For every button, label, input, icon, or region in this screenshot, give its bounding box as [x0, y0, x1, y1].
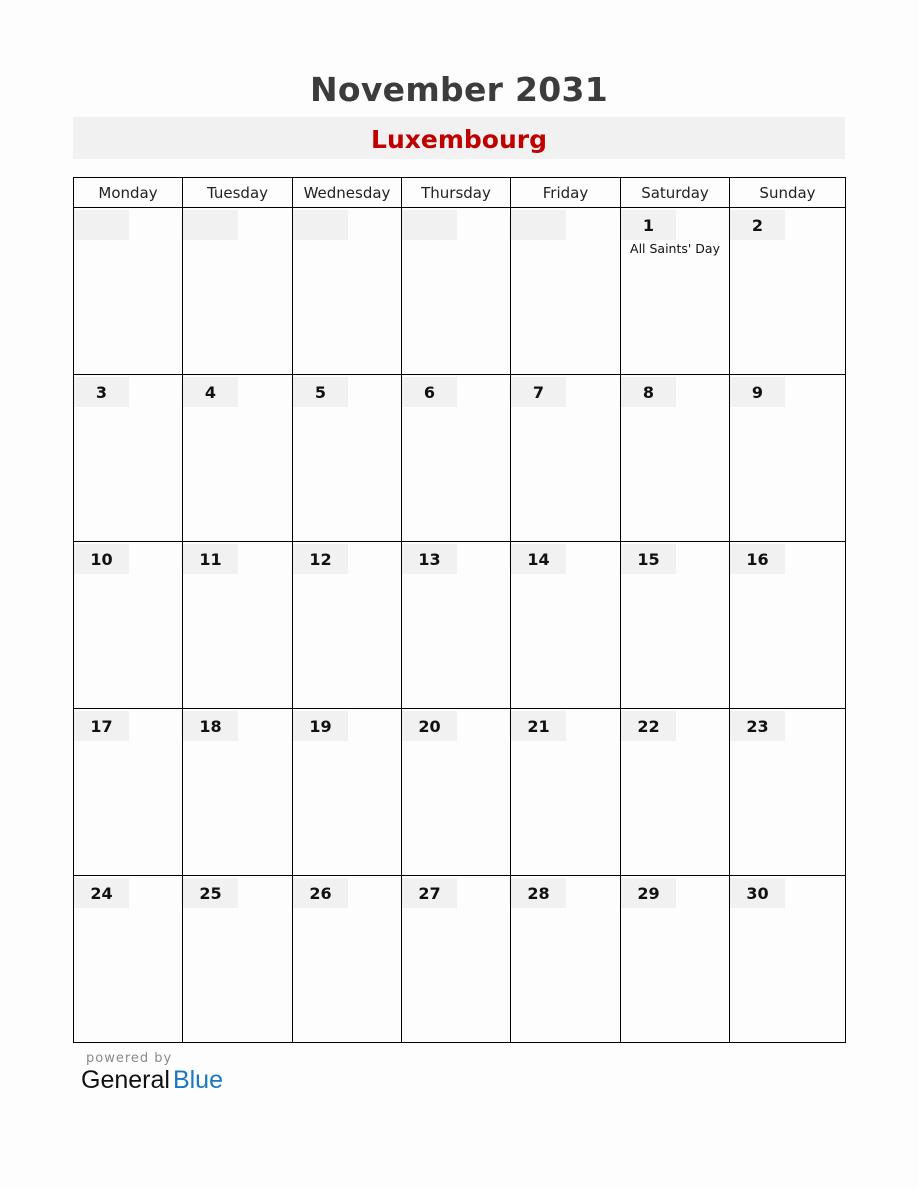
week-row: [74, 876, 846, 1043]
weekday-header: Saturday: [621, 178, 730, 208]
day-number: 29: [621, 878, 676, 908]
day-number: 28: [511, 878, 566, 908]
day-number: 14: [511, 544, 566, 574]
day-cell[interactable]: [730, 709, 846, 876]
day-number: 8: [621, 377, 676, 407]
weekday-header: Monday: [74, 178, 183, 208]
day-cell[interactable]: [293, 876, 402, 1043]
day-number: 27: [402, 878, 457, 908]
day-cell[interactable]: [183, 542, 293, 709]
powered-by-label: powered by: [86, 1051, 173, 1066]
day-number: 2: [730, 210, 785, 240]
weekday-header-row: [74, 178, 846, 208]
day-number: 17: [74, 711, 129, 741]
week-row: [74, 709, 846, 876]
day-number: 15: [621, 544, 676, 574]
day-number: 5: [293, 377, 348, 407]
day-cell[interactable]: [183, 709, 293, 876]
day-number: 26: [293, 878, 348, 908]
weekday-header: Wednesday: [293, 178, 402, 208]
day-number: 22: [621, 711, 676, 741]
calendar-title: November 2031: [309, 70, 609, 109]
day-cell[interactable]: [402, 208, 511, 375]
week-row: [74, 542, 846, 709]
day-cell[interactable]: [402, 542, 511, 709]
day-number: 19: [293, 711, 348, 741]
day-cell[interactable]: [293, 709, 402, 876]
day-cell[interactable]: [293, 208, 402, 375]
day-number: 10: [74, 544, 129, 574]
day-cell[interactable]: [511, 375, 621, 542]
day-number: [402, 210, 457, 240]
day-number: 25: [183, 878, 238, 908]
day-number: 11: [183, 544, 238, 574]
logo-blue: Blue: [172, 1066, 223, 1094]
day-cell[interactable]: [74, 375, 183, 542]
day-cell[interactable]: [74, 709, 183, 876]
day-number: 23: [730, 711, 785, 741]
day-number: 12: [293, 544, 348, 574]
day-number: 16: [730, 544, 785, 574]
day-cell[interactable]: [621, 709, 730, 876]
day-cell[interactable]: [730, 876, 846, 1043]
day-number: 6: [402, 377, 457, 407]
weekday-header: Friday: [511, 178, 621, 208]
day-cell[interactable]: [730, 208, 846, 375]
day-number: 30: [730, 878, 785, 908]
day-cell[interactable]: [621, 208, 730, 375]
day-cell[interactable]: [511, 876, 621, 1043]
day-cell[interactable]: [74, 876, 183, 1043]
day-number: 20: [402, 711, 457, 741]
country-banner: [73, 117, 845, 159]
day-cell[interactable]: [74, 208, 183, 375]
holiday-label: All Saints' Day: [630, 241, 720, 256]
calendar-grid: [73, 177, 846, 1043]
day-cell[interactable]: [511, 208, 621, 375]
day-number: 1: [621, 210, 676, 240]
day-number: 18: [183, 711, 238, 741]
day-number: [183, 210, 238, 240]
day-cell[interactable]: [402, 375, 511, 542]
day-number: 21: [511, 711, 566, 741]
weekday-header: Thursday: [402, 178, 511, 208]
day-cell[interactable]: [511, 709, 621, 876]
day-cell[interactable]: [183, 876, 293, 1043]
generalblue-logo[interactable]: [81, 1066, 223, 1095]
day-number: 9: [730, 377, 785, 407]
day-cell[interactable]: [621, 375, 730, 542]
day-cell[interactable]: [621, 876, 730, 1043]
day-cell[interactable]: [293, 375, 402, 542]
day-cell[interactable]: [621, 542, 730, 709]
day-cell[interactable]: [293, 542, 402, 709]
country-name: Luxembourg: [371, 125, 547, 154]
day-cell[interactable]: [402, 876, 511, 1043]
day-number: 7: [511, 377, 566, 407]
day-cell[interactable]: [74, 542, 183, 709]
day-number: 13: [402, 544, 457, 574]
weekday-header: Sunday: [730, 178, 846, 208]
week-row: [74, 375, 846, 542]
day-cell[interactable]: [511, 542, 621, 709]
day-cell[interactable]: [183, 208, 293, 375]
logo-general: General: [81, 1066, 170, 1094]
day-number: 3: [74, 377, 129, 407]
day-cell[interactable]: [730, 375, 846, 542]
day-number: [74, 210, 129, 240]
day-number: [511, 210, 566, 240]
day-cell[interactable]: [183, 375, 293, 542]
day-cell[interactable]: [402, 709, 511, 876]
day-cell[interactable]: [730, 542, 846, 709]
weekday-header: Tuesday: [183, 178, 293, 208]
day-number: 24: [74, 878, 129, 908]
day-number: [293, 210, 348, 240]
day-number: 4: [183, 377, 238, 407]
week-row: [74, 208, 846, 375]
